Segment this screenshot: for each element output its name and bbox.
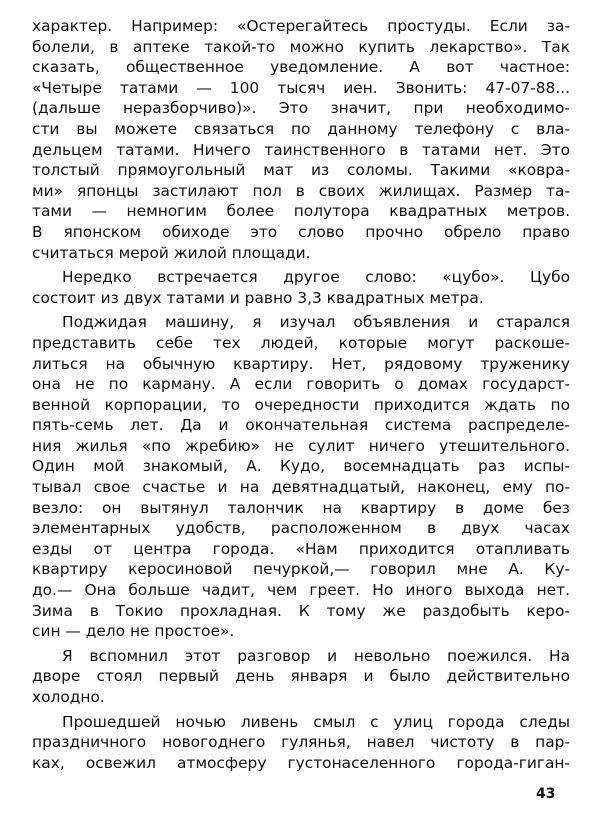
text-line: сти вы можете связаться по данному телефону с вла-	[32, 119, 570, 138]
text-line: Нередко встречается другое слово: «цубо». Цубо	[62, 268, 570, 287]
text-line: ния жилья «по жребию» не сулит ничего утешительного.	[32, 436, 570, 455]
text-line: Один мой знакомый, А. Кудо, восемнадцать раз испы-	[32, 457, 570, 476]
text-line: ми» японцы застилают пол в своих жилищах. Размер та-	[32, 181, 570, 200]
text-line: Поджидая машину, я изучал объявления и старался	[62, 313, 570, 332]
text-line: литься на обычную квартиру. Нет, рядовому труженику	[32, 354, 570, 373]
text-line: болели, в аптеке такой-то можно купить лекарство». Так	[32, 37, 570, 56]
body-text	[32, 16, 570, 773]
text-line: тами — немногим более полутора квадратных метров.	[32, 202, 570, 221]
text-line: син — дело не простое».	[32, 622, 235, 641]
text-line: венной корпорации, то очередности приходится ждать по	[32, 395, 570, 414]
text-line: Зима в Токио прохладная. К тому же раздобыть керо-	[32, 601, 570, 620]
paragraph	[32, 712, 570, 774]
text-line: состоит из двух татами и равно 3,3 квадратных метра.	[32, 288, 484, 307]
text-line: «Четыре татами — 100 тысяч иен. Звонить: 47-07-88...	[32, 78, 570, 97]
text-line: везло: он вытянул талончик на квартиру в доме без	[32, 498, 570, 517]
text-line: характер. Например: «Остерегайтесь простуды. Если за-	[32, 17, 570, 35]
text-line: толстый прямоугольный мат из соломы. Такими «ковра-	[32, 161, 570, 180]
text-line: считаться мерой жилой площади.	[32, 243, 311, 262]
paragraph	[32, 267, 570, 308]
text-line: пять-семь лет. Да и окончательная система распределе-	[32, 416, 570, 435]
text-line: квартиру керосиновой печуркой,— говорил мне А. Ку-	[32, 560, 570, 579]
text-line: она не по карману. А если говорить о домах государст-	[32, 375, 570, 394]
text-line: элементарных удобств, расположенном в двух часах	[32, 519, 570, 538]
text-line: дельцем татами. Ничего таинственного в татами нет. Это	[32, 140, 570, 159]
paragraph	[32, 16, 570, 263]
text-line: (дальше неразборчиво)». Это значит, при необходимо-	[32, 99, 570, 118]
text-line: В японском обиходе это слово прочно обрело право	[32, 222, 570, 241]
page-number: 43	[536, 786, 556, 802]
text-line: представить себе тех людей, которые могут раскоше-	[32, 333, 570, 352]
text-line: сказать, общественное уведомление. А вот частное:	[32, 58, 570, 77]
paragraph	[32, 646, 570, 708]
text-line: тывал свое счастье и на девятнадцатый, наконец, ему по-	[32, 478, 570, 497]
paragraph	[32, 312, 570, 642]
text-line: Я вспомнил этот разговор и невольно поежился. На	[62, 646, 570, 665]
text-line: до.— Она больше чадит, чем греет. Но иного выхода нет.	[32, 581, 570, 600]
text-line: холодно.	[32, 688, 105, 706]
text-line: ках, освежил атмосферу густонаселенного города-гиган-	[32, 753, 570, 772]
text-line: дворе стоял первый день января и было действительно	[32, 667, 570, 686]
text-line: езды от центра города. «Нам приходится отапливать	[32, 539, 570, 558]
text-line: Прошедшей ночью ливень смыл с улиц города следы	[62, 712, 570, 731]
text-line: праздничного новогоднего гулянья, навел чистоту в пар-	[32, 733, 570, 752]
